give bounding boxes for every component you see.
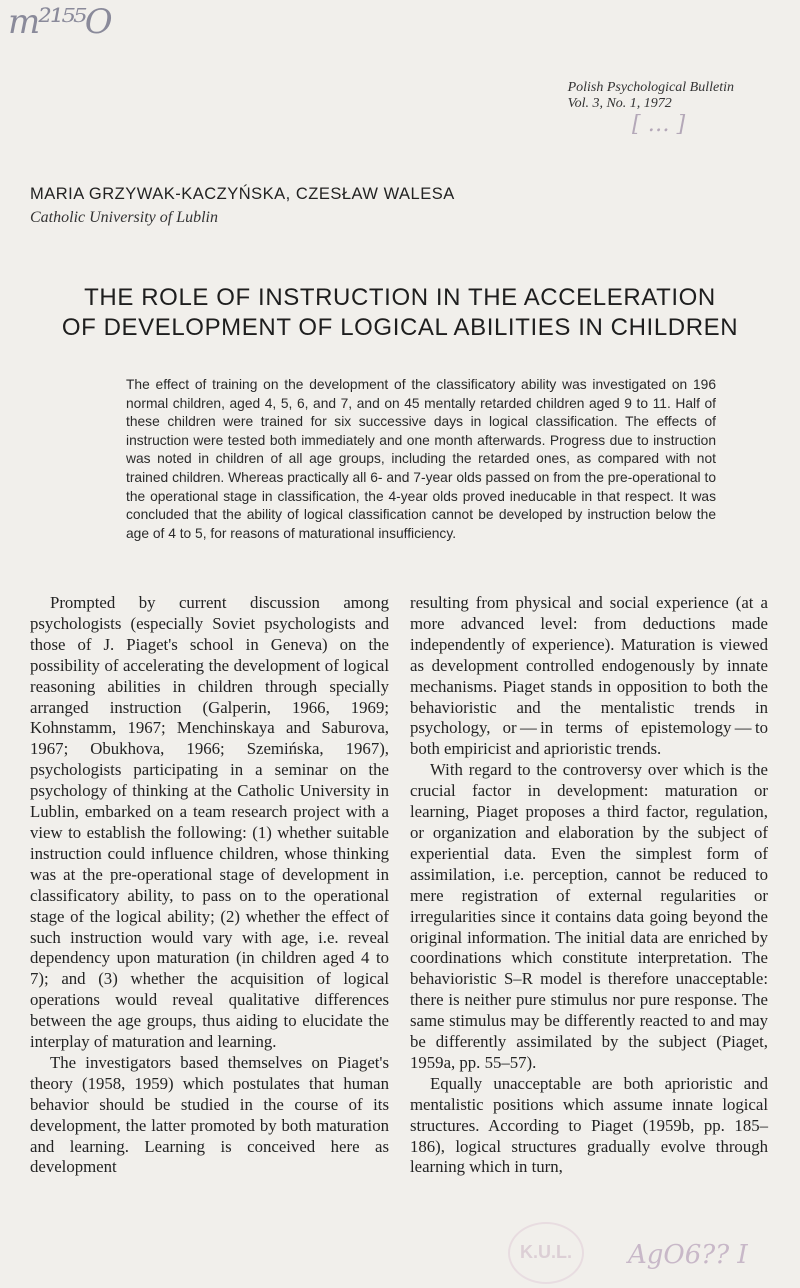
stamp-number: AgO6?? I <box>628 1240 748 1270</box>
paragraph: Equally unacceptable are both aprioristic and mentalistic positions which assume innate logical structures. According to Piaget (1959b, pp. 185–186), logical structures gradually evolve through learning which in turn, <box>410 1073 768 1177</box>
paragraph: With regard to the controversy over which is the crucial factor in development: maturation or learning, Piaget proposes a third factor, regulation, or organization and elaboration by the subject of experiential data. Even the simplest form of assimilation, i.e. perception, cannot be reduced to mere registration of external regularities or irregularities since it contains data going beyond the original information. The initial data are enriched by coordinations which constitute interpretation. The behavioristic S–R model is therefore unacceptable: there is neither pure stimulus nor pure response. The same stimulus may be differently reacted to and may be differently assimilated by the subject (Piaget, 1959a, pp. 55–57). <box>410 760 768 1072</box>
affiliation: Catholic University of Lublin <box>30 209 218 226</box>
journal-info <box>568 80 734 112</box>
journal-name: Polish Psychological Bulletin <box>567 80 734 95</box>
body-column-left <box>30 593 389 1178</box>
handwritten-bracket: [ … ] <box>632 112 686 137</box>
abstract: The effect of training on the development of the classificatory ability was investigated on 196 normal children, aged 4, 5, 6, and 7, and on 45 mentally retarded children aged 9 to 11. Half of these children were trained for six successive days in logical classification. The effects of instruction were tested both immediately and one month afterwards. Progress due to instruction was noted in children of all age groups, including the retarded ones, as compared with not trained children. Whereas practically all 6- and 7-year olds passed on from the pre-operational to the operational stage in classification, the 4-year olds proved ineducable in that respect. It was concluded that the ability of logical classification cannot be developed by instruction below the age of 4 to 5, for reasons of maturational insufficiency. <box>126 377 716 541</box>
stamp-text: K.U.L. <box>520 1242 572 1262</box>
journal-volume: Vol. 3, No. 1, 1972 <box>567 96 672 111</box>
library-stamp <box>508 1222 584 1284</box>
paragraph: resulting from physical and social experience (at a more advanced level: from deductions made independently of experience). Maturation is viewed as development controlled endogenously by innate mechanisms. Piaget stands in opposition to both the behavioristic and the mentalistic trends in psychology, or — in terms of epistemology — to both empiricist and aprioristic trends. <box>410 593 768 759</box>
authors: MARIA GRZYWAK-KACZYŃSKA, CZESŁAW WALESA <box>30 185 455 203</box>
body-column-right <box>410 593 768 1178</box>
paragraph: The investigators based themselves on Piaget's theory (1958, 1959) which postulates that human behavior should be studied in the course of its development, the latter promoted by both maturation and learning. Learning is conceived here as development <box>30 1052 389 1177</box>
handwritten-mark: m²¹⁵⁵O <box>8 2 111 42</box>
title-line-1: THE ROLE OF INSTRUCTION IN THE ACCELERATION <box>84 284 716 311</box>
paragraph: Prompted by current discussion among psychologists (especially Soviet psychologists and those of J. Piaget's school in Geneva) on the possibility of accelerating the development of logical reasoning abilities in children through specially arranged instruction (Galperin, 1966, 1969; Kohnstamm, 1967; Menchinskaya and Saburova, 1967; Obukhova, 1966; Szemińska, 1967), psychologists participating in a seminar on the psychology of thinking at the Catholic University in Lublin, embarked on a team research project with a view to establish the following: (1) whether suitable instruction could influence children, whose thinking was at the pre-operational stage of development in classificatory ability, to pass on to the operational stage of the logical ability; (2) whether the effect of such instruction would vary with age, i.e. reveal dependency upon maturation (in children aged 4 to 7); and (3) whether the acquisition of logical operations would reveal qualitative differences between the age groups, thus aiding to elucidate the interplay of maturation and learning. <box>30 593 389 1052</box>
title-line-2: OF DEVELOPMENT OF LOGICAL ABILITIES IN CHILDREN <box>61 314 739 341</box>
paper-title <box>0 283 800 343</box>
